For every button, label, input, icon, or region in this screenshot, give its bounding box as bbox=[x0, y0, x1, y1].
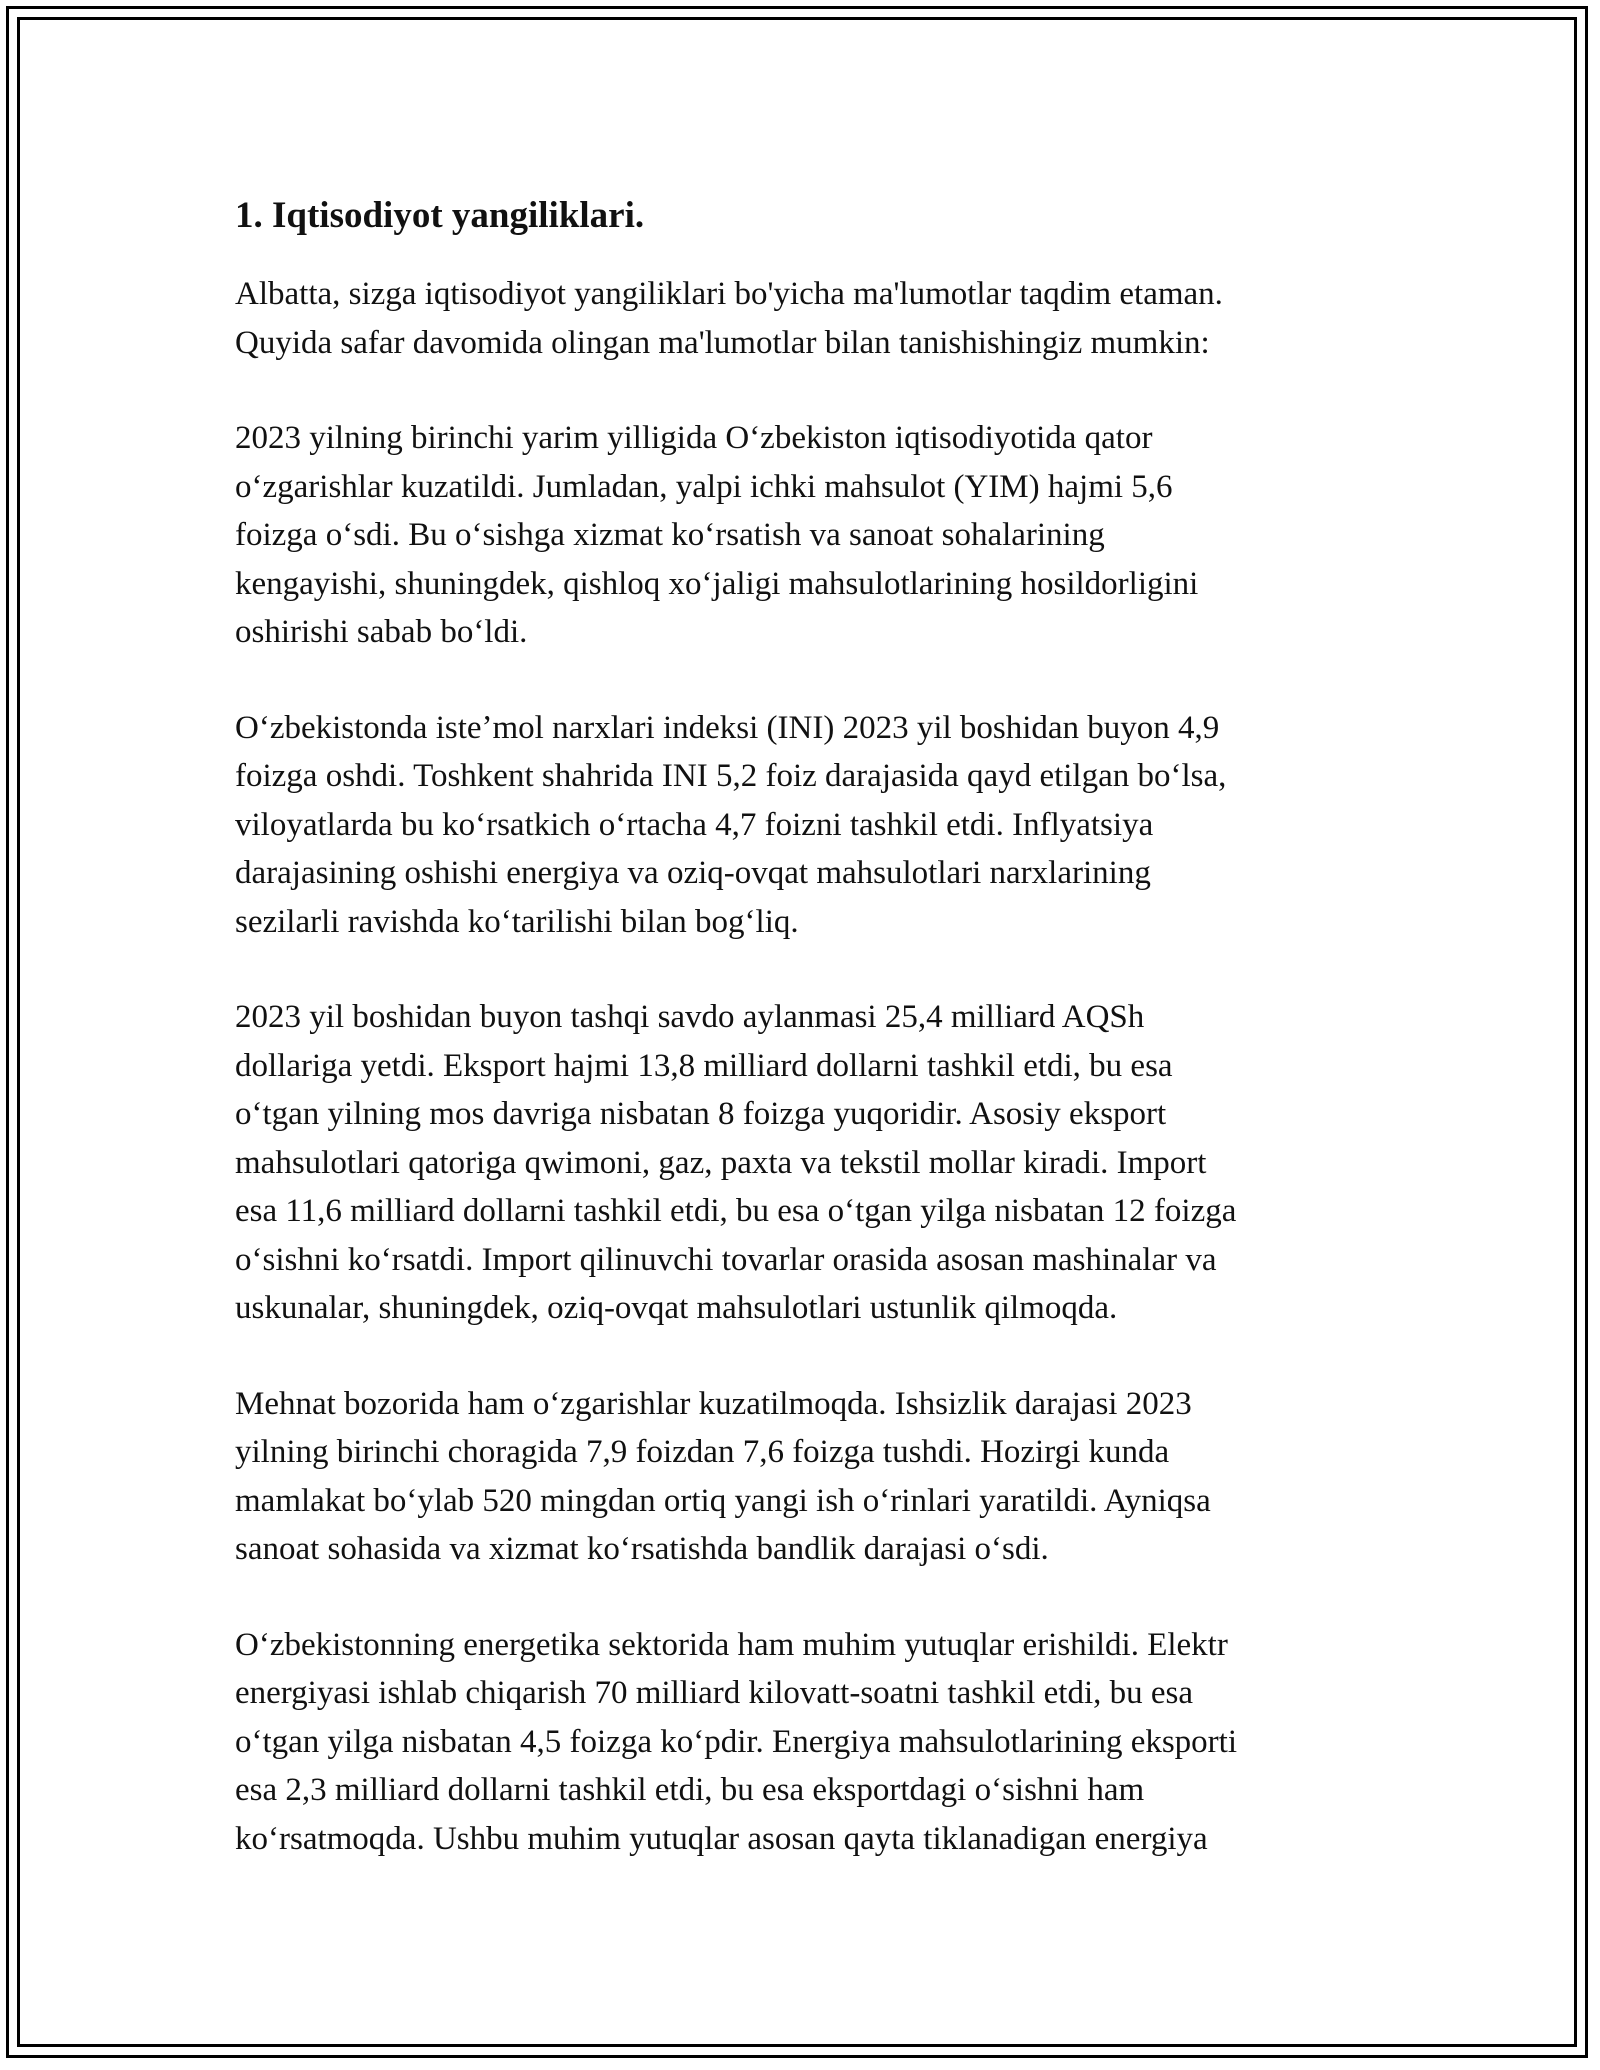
paragraph-energy: Oʻzbekistonning energetika sektorida ham muhim yutuqlar erishildi. Elektr energiyasi ishlab chiqarish 70 milliard kilovatt-soatni tashkil etdi, bu esa oʻtgan yilga nisbatan 4,5 foizga koʻpdir. Energiya mahsulotlarining eksporti esa 2,3 milliard dollarni tashkil etdi, bu esa eksportdagi oʻsishni ham koʻrsatmoqda. Ushbu muhim yutuqlar asosan qayta tiklanadigan energiya bbox=[235, 1626, 1238, 1857]
document-title: 1. Iqtisodiyot yangiliklari. bbox=[235, 195, 645, 236]
paragraph-labor: Mehnat bozorida ham oʻzgarishlar kuzatilmoqda. Ishsizlik darajasi 2023 yilning birinchi choragida 7,9 foizdan 7,6 foizga tushdi. Hozirgi kunda mamlakat boʻylab 520 mingdan ortiq yangi ish oʻrinlari yaratildi. Ayniqsa sanoat sohasida va xizmat koʻrsatishda bandlik darajasi oʻsdi. bbox=[235, 1385, 1211, 1567]
paragraph-trade: 2023 yil boshidan buyon tashqi savdo aylanmasi 25,4 milliard AQSh dollariga yetdi. Eksport hajmi 13,8 milliard dollarni tashkil etdi, bu esa oʻtgan yilning mos davriga nisbatan 8 foizga yuqoridir. Asosiy eksport mahsulotlari qatoriga qwimoni, gaz, paxta va tekstil mollar kiradi. Import esa 11,6 milliard dollarni tashkil etdi, bu esa oʻtgan yilga nisbatan 12 foizga oʻsishni koʻrsatdi. Import qilinuvchi tovarlar orasida asosan mashinalar va uskunalar, shuningdek, oziq-ovqat mahsulotlari ustunlik qilmoqda. bbox=[235, 999, 1237, 1326]
paragraph-inflation: Oʻzbekistonda isteʼmol narxlari indeksi (INI) 2023 yil boshidan buyon 4,9 foizga oshdi. Toshkent shahrida INI 5,2 foiz darajasida qayd etilgan boʻlsa, viloyatlarda bu koʻrsatkich oʻrtacha 4,7 foizni tashkil etdi. Inflyatsiya darajasining oshishi energiya va oziq-ovqat mahsulotlari narxlarining sezilarli ravishda koʻtarilishi bilan bogʻliq. bbox=[235, 709, 1227, 940]
document-body bbox=[235, 188, 1375, 1910]
paragraph-intro: Albatta, sizga iqtisodiyot yangiliklari bo'yicha ma'lumotlar taqdim etaman. Quyida safar davomida olingan ma'lumotlar bilan tanishishingiz mumkin: bbox=[235, 276, 1223, 361]
paragraph-gdp: 2023 yilning birinchi yarim yilligida Oʻzbekiston iqtisodiyotida qator oʻzgarishlar kuzatildi. Jumladan, yalpi ichki mahsulot (YIM) hajmi 5,6 foizga oʻsdi. Bu oʻsishga xizmat koʻrsatish va sanoat sohalarining kengayishi, shuningdek, qishloq xoʻjaligi mahsulotlarining hosildorligini oshirishi sabab boʻldi. bbox=[235, 420, 1199, 650]
